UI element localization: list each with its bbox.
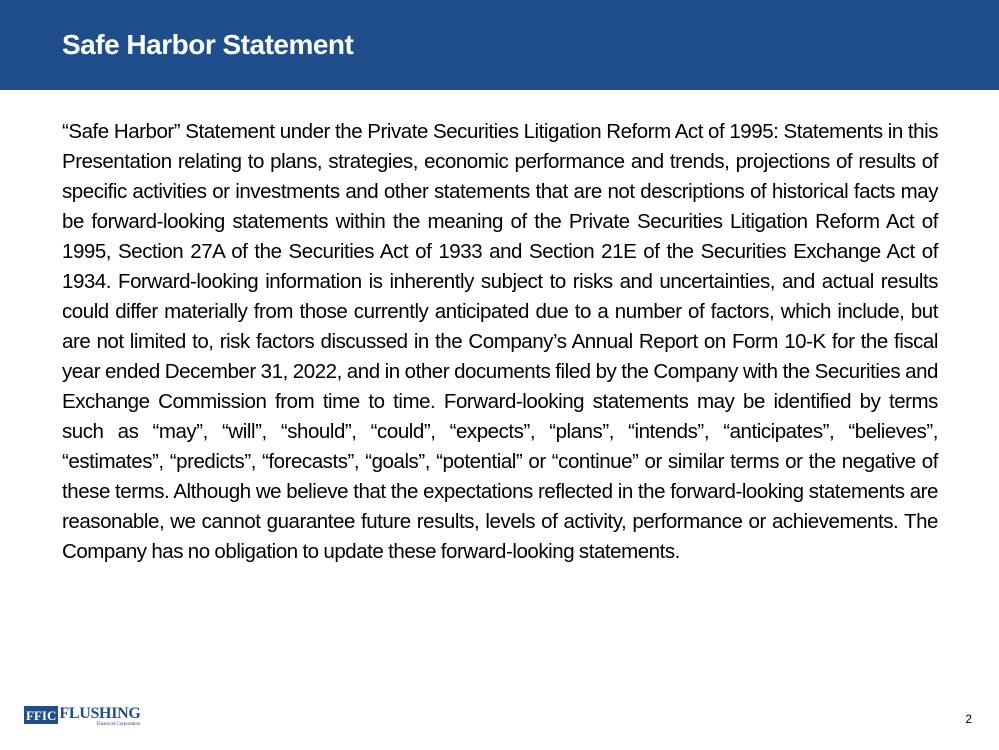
title-bar xyxy=(0,0,999,90)
logo-name: FLUSHING xyxy=(59,705,141,722)
logo-wordmark xyxy=(59,706,140,728)
logo-ffic-box: FFIC xyxy=(26,708,57,723)
slide-title: Safe Harbor Statement xyxy=(62,29,354,60)
safe-harbor-paragraph: “Safe Harbor” Statement under the Private Securities Litigation Reform Act of 1995: Statements in this Presentation relating to plans, strategies, economic performance and trends, projections of results of specific activities or investments and other statements that are not descriptions of historical facts may be forward-looking statements within the meaning of the Private Securities Litigation Reform Act of 1995, Section 27A of the Securities Act of 1933 and Section 21E of the Securities Exchange Act of 1934. Forward-looking information is inherently subject to risks and uncertainties, and actual results could differ materially from those currently anticipated due to a number of factors, which include, but are not limited to, risk factors discussed in the Company’s Annual Report on Form 10-K for the fiscal year ended December 31, 2022, and in other documents filed by the Company with the Securities and Exchange Commission from time to time. Forward-looking statements may be identified by terms such as “may”, “will”, “should”, “could”, “expects”, “plans”, “intends”, “anticipates”, “believes”, “estimates”, “predicts”, “forecasts”, “goals”, “potential” or “continue” or similar terms or the negative of these terms. Although we believe that the expectations reflected in the forward-looking statements are reasonable, we cannot guarantee future results, levels of activity, performance or achievements. The Company has no obligation to update these forward-looking statements. xyxy=(62,120,938,563)
flushing-financial-logo xyxy=(24,706,141,730)
page-number: 2 xyxy=(965,712,972,726)
logo-subtitle: Financial Corporation xyxy=(96,722,141,727)
